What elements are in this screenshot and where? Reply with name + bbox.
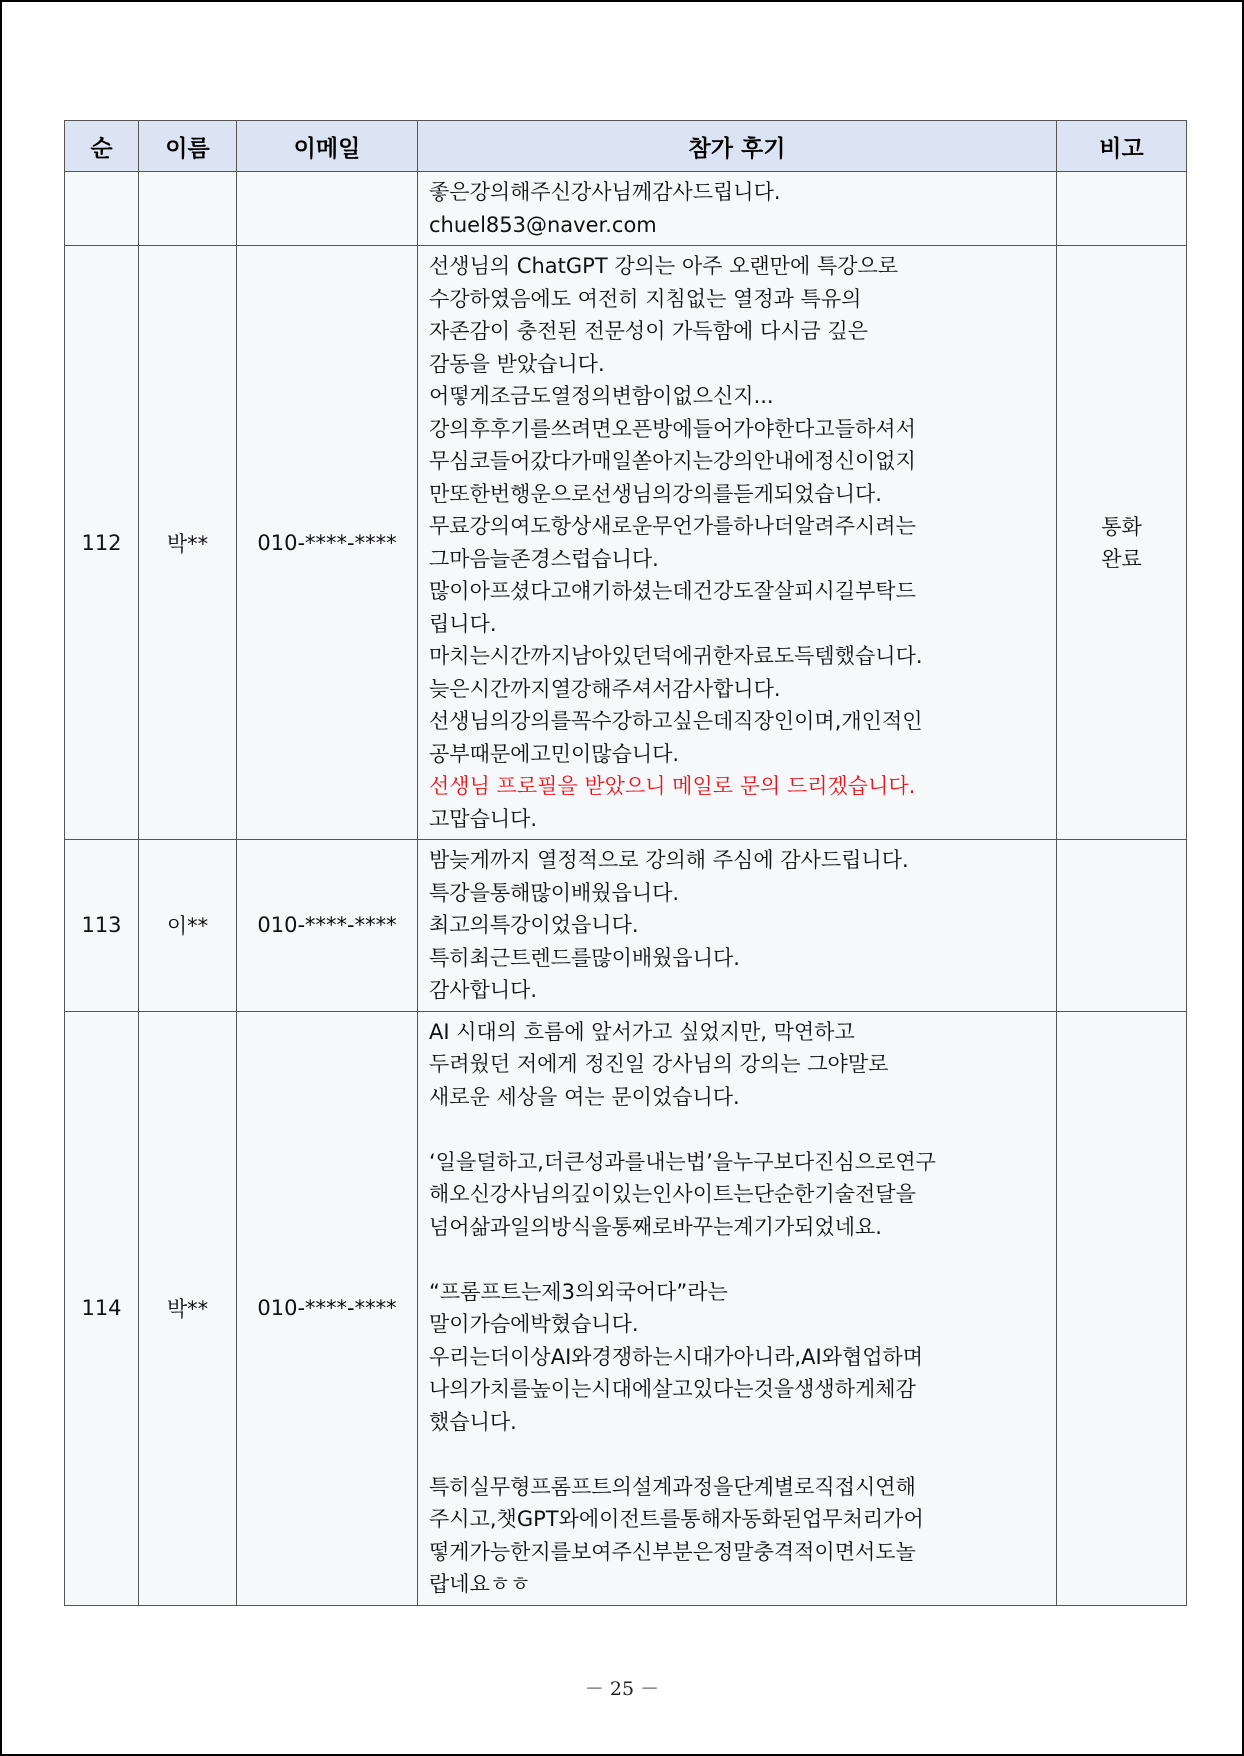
review-line: 무심코들어갔다가매일쏟아지는강의안내에정신이없지 <box>429 449 916 473</box>
review-line: 최고의특강이었읍니다. <box>429 913 639 937</box>
cell-review <box>418 172 1057 246</box>
table-row <box>65 1011 1187 1605</box>
cell-review <box>418 840 1057 1012</box>
page-number: － 25 － <box>584 1678 660 1700</box>
review-line: 늦은시간까지열강해주셔서감사합니다. <box>429 676 781 701</box>
review-line: 고맙습니다. <box>429 806 538 831</box>
review-line: 했습니다. <box>429 1409 517 1434</box>
cell-name: 이** <box>139 840 237 1012</box>
cell-note <box>1057 840 1187 1012</box>
review-line: 감사합니다. <box>429 978 538 1002</box>
cell-name <box>139 172 237 246</box>
review-line: 강의후후기를쓰려면오픈방에들어가야한다고들하셔서 <box>429 416 916 441</box>
cell-no <box>65 172 139 246</box>
review-line: 선생님의 ChatGPT 강의는 아주 오랜만에 특강으로 <box>429 254 899 278</box>
cell-no: 112 <box>65 246 139 840</box>
review-line: 특히최근트렌드를많이배웠읍니다. <box>429 945 740 970</box>
review-line: 그마음늘존경스럽습니다. <box>429 546 659 571</box>
review-line: 만또한번행운으로선생님의강의를듣게되었습니다. <box>429 481 882 506</box>
review-line: 자존감이 충전된 전문성이 가득함에 다시금 깊은 <box>429 319 869 343</box>
review-line: 떻게가능한지를보여주신부분은정말충격적이면서도놀 <box>429 1539 916 1564</box>
review-table <box>64 120 1187 1606</box>
table-row <box>65 246 1187 840</box>
header-row <box>65 121 1187 172</box>
header-note: 비고 <box>1057 121 1187 172</box>
review-line: 좋은강의해주신강사님께감사드립니다. <box>429 180 781 204</box>
review-line: 무료강의여도항상새로운무언가를하나더알려주시려는 <box>429 514 916 538</box>
cell-review <box>418 246 1057 840</box>
header-name: 이름 <box>139 121 237 172</box>
review-line: ‘일을덜하고,더큰성과를내는법’을누구보다진심으로연구 <box>429 1149 936 1174</box>
review-line: 수강하였음에도 여전히 지침없는 열정과 특유의 <box>429 286 862 311</box>
review-line: 새로운 세상을 여는 문이었습니다. <box>429 1084 740 1109</box>
review-line: 말이가슴에박혔습니다. <box>429 1312 639 1336</box>
header-no: 순 <box>65 121 139 172</box>
review-line: 두려웠던 저에게 정진일 강사님의 강의는 그야말로 <box>429 1052 889 1076</box>
review-line: 우리는더이상AI와경쟁하는시대가아니라,AI와협업하며 <box>429 1344 924 1369</box>
header-review: 참가 후기 <box>418 121 1057 172</box>
cell-note <box>1057 172 1187 246</box>
review-line: 선생님 프로필을 받았으니 메일로 문의 드리겠습니다. <box>429 774 916 798</box>
review-line: 특히실무형프롬프트의설계과정을단계별로직접시연해 <box>429 1474 916 1499</box>
review-line: 립니다. <box>429 611 497 636</box>
cell-name: 박** <box>139 246 237 840</box>
review-line: 주시고,챗GPT와에이전트를통해자동화된업무처리가어 <box>429 1507 924 1531</box>
review-line: AI 시대의 흐름에 앞서가고 싶었지만, 막연하고 <box>429 1019 855 1044</box>
review-line <box>429 1438 1048 1471</box>
cell-no: 114 <box>65 1011 139 1605</box>
review-line: 공부때문에고민이많습니다. <box>429 741 680 766</box>
cell-name: 박** <box>139 1011 237 1605</box>
note-text: 통화 완료 <box>1101 514 1142 571</box>
cell-email <box>237 172 418 246</box>
review-line: 마치는시간까지남아있던덕에귀한자료도득템했습니다. <box>429 644 923 668</box>
cell-email: 010-****-**** <box>237 840 418 1012</box>
header-email: 이메일 <box>237 121 418 172</box>
review-line: chuel853@naver.com <box>429 212 657 237</box>
cell-note <box>1057 1011 1187 1605</box>
cell-email: 010-****-**** <box>237 246 418 840</box>
cell-review <box>418 1011 1057 1605</box>
review-line: 많이아프셨다고얘기하셨는데건강도잘살피시길부탁드 <box>429 579 916 603</box>
review-line: “프롬프트는제3의외국어다”라는 <box>429 1279 728 1304</box>
table-row <box>65 840 1187 1012</box>
table-row <box>65 172 1187 246</box>
review-line <box>429 1113 1048 1146</box>
review-line: 랍네요ㅎㅎ <box>429 1572 531 1596</box>
review-line: 특강을통해많이배웠읍니다. <box>429 880 680 905</box>
review-line: 밤늦게까지 열정적으로 강의해 주심에 감사드립니다. <box>429 848 909 872</box>
review-line: 나의가치를높이는시대에살고있다는것을생생하게체감 <box>429 1377 916 1401</box>
review-line: 어떻게조금도열정의변함이없으신지... <box>429 384 774 408</box>
cell-no: 113 <box>65 840 139 1012</box>
review-line: 넘어삶과일의방식을통째로바꾸는계기가되었네요. <box>429 1214 882 1239</box>
cell-email: 010-****-**** <box>237 1011 418 1605</box>
review-line: 감동을 받았습니다. <box>429 351 605 376</box>
review-line: 해오신강사님의깊이있는인사이트는단순한기술전달을 <box>429 1182 916 1206</box>
cell-note <box>1057 246 1187 840</box>
review-line: 선생님의강의를꼭수강하고싶은데직장인이며,개인적인 <box>429 709 923 733</box>
review-line <box>429 1243 1048 1276</box>
